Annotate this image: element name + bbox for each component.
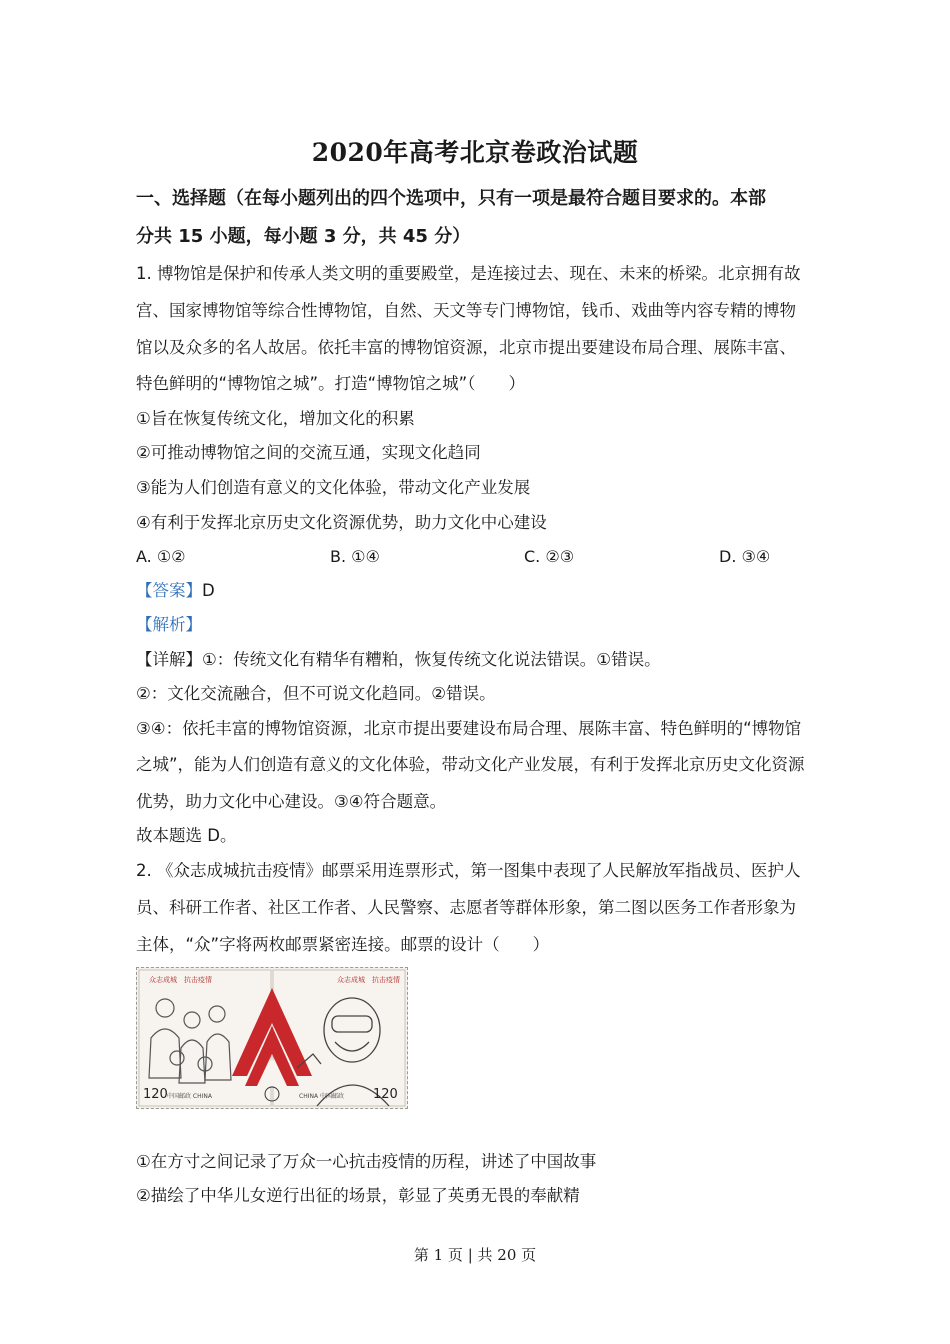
left-stamp-country: 中国邮政 CHINA [167, 1093, 212, 1100]
section-heading-line-2: 分共 15 小题，每小题 3 分，共 45 分） [136, 226, 471, 247]
q1-detail-line-6: 故本题选 D。 [136, 826, 237, 845]
q1-detail-line-2: ②：文化交流融合，但不可说文化趋同。②错误。 [136, 684, 496, 703]
q1-item-4: ④有利于发挥北京历史文化资源优势，助力文化中心建设 [136, 513, 547, 532]
q1-option-a: A. ①② [136, 547, 186, 566]
q1-analysis-label: 【解析】 [136, 615, 202, 634]
q1-item-1: ①旨在恢复传统文化，增加文化的积累 [136, 409, 415, 428]
right-stamp-header: 众志成城 抗击疫情 [337, 976, 400, 984]
q1-detail-line-4: 之城”，能为人们创造有意义的文化体验，带动文化产业发展，有利于发挥北京历史文化资源 [136, 755, 805, 774]
q2-stem-line-3: 主体，“众”字将两枚邮票紧密连接。邮票的设计（ ） [136, 935, 550, 954]
q1-detail-line-5: 优势，助力文化中心建设。③④符合题意。 [136, 792, 447, 811]
q2-item-2: ②描绘了中华儿女逆行出征的场景，彰显了英勇无畏的奉献精 [136, 1186, 580, 1205]
left-stamp-header: 众志成城 抗击疫情 [149, 976, 212, 984]
q1-option-d: D. ③④ [719, 547, 771, 566]
left-stamp-value: 120 [143, 1087, 168, 1102]
answer-label: 【答案】 [136, 581, 202, 600]
q1-answer [136, 580, 215, 602]
q1-stem-line-1: 1. 博物馆是保护和传承人类文明的重要殿堂，是连接过去、现在、未来的桥梁。北京拥有故 [136, 264, 801, 283]
stamp-image [136, 967, 408, 1109]
q1-item-2: ②可推动博物馆之间的交流互通，实现文化趋同 [136, 443, 481, 462]
q1-item-3: ③能为人们创造有意义的文化体验，带动文化产业发展 [136, 478, 531, 497]
q1-detail-line-1: 【详解】①：传统文化有精华有糟粕，恢复传统文化说法错误。①错误。 [136, 650, 661, 669]
q1-stem-line-2: 宫、国家博物馆等综合性博物馆，自然、天文等专门博物馆，钱币、戏曲等内容专精的博物 [136, 301, 796, 320]
q2-item-1: ①在方寸之间记录了万众一心抗击疫情的历程，讲述了中国故事 [136, 1152, 597, 1171]
answer-value: D [202, 581, 215, 600]
q1-stem-line-3: 馆以及众多的名人故居。依托丰富的博物馆资源，北京市提出要建设布局合理、展陈丰富、 [136, 338, 796, 357]
q2-stem-line-2: 员、科研工作者、社区工作者、人民警察、志愿者等群体形象，第二图以医务工作者形象为 [136, 898, 796, 917]
q1-detail-line-3: ③④：依托丰富的博物馆资源，北京市提出要建设布局合理、展陈丰富、特色鲜明的“博物馆 [136, 719, 802, 738]
section-heading-line-1: 一、选择题（在每小题列出的四个选项中，只有一项是最符合题目要求的。本部 [136, 188, 766, 209]
right-stamp-country: CHINA 中国邮政 [299, 1093, 344, 1100]
q1-stem-line-4: 特色鲜明的“博物馆之城”。打造“博物馆之城”（ ） [136, 374, 525, 393]
stamp-illustration [137, 968, 407, 1108]
page-footer: 第 1 页 | 共 20 页 [413, 1246, 537, 1264]
q2-stem-line-1: 2. 《众志成城抗击疫情》邮票采用连票形式，第一图集中表现了人民解放军指战员、医护人 [136, 861, 801, 880]
right-stamp-value: 120 [373, 1087, 398, 1102]
q1-option-b: B. ①④ [330, 547, 380, 566]
q1-option-c: C. ②③ [524, 547, 575, 566]
page-title: 2020年高考北京卷政治试题 [311, 138, 639, 167]
